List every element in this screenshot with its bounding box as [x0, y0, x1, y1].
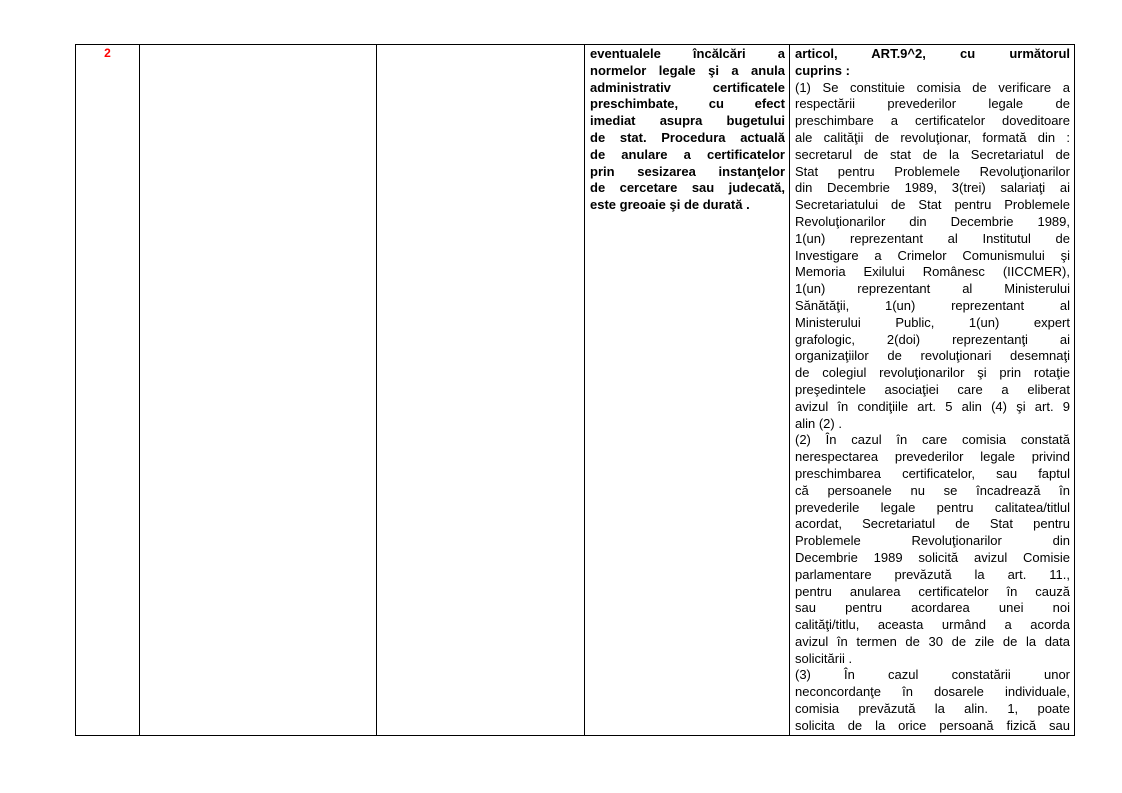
amendment-line: pentru anularea certificatelor în cauză	[795, 583, 1070, 599]
motivation-line: de cercetare sau judecată,	[590, 180, 785, 196]
motivation-line: de anulare a certificatelor	[590, 146, 785, 162]
table-row	[76, 45, 1075, 736]
amendment-line: 1(un) reprezentant al Institutul de	[795, 230, 1070, 246]
amendment-text	[790, 45, 1074, 735]
motivation-line: normelor legale şi a anula	[590, 62, 785, 78]
amendment-line: Stat pentru Problemele Revoluţionarilor	[795, 163, 1070, 179]
amendment-line: (2) În cazul în care comisia constată	[795, 432, 1070, 448]
amendment-line: parlamentare prevăzută la art. 11.,	[795, 566, 1070, 582]
amendment-line: Revoluţionarilor din Decembrie 1989,	[795, 213, 1070, 229]
motivation-line: imediat asupra bugetului	[590, 113, 785, 129]
amendment-line: preschimbarea certificatelor, sau faptul	[795, 465, 1070, 481]
motivation-line: prin sesizarea instanţelor	[590, 163, 785, 179]
amendment-line: de colegiul revoluţionarilor şi prin rotaţie	[795, 365, 1070, 381]
amendment-line: grafologic, 2(doi) reprezentanţi ai	[795, 331, 1070, 347]
empty-cell-2	[140, 45, 377, 736]
amendment-line: Investigare a Crimelor Comunismului şi	[795, 247, 1070, 263]
motivation-cell	[585, 45, 790, 736]
amendment-heading-line: cuprins :	[795, 62, 850, 78]
amendment-line: ale calităţii de revoluţionar, formată din :	[795, 129, 1070, 145]
amendment-line: 1(un) reprezentant al Ministerului	[795, 281, 1070, 297]
amendment-line: din Decembrie 1989, 3(trei) salariaţi ai	[795, 180, 1070, 196]
amendment-line: solicitării .	[795, 650, 853, 666]
row-number: 2	[104, 46, 111, 60]
amendment-line: solicita de la orice persoană fizică sau	[795, 717, 1070, 733]
amendment-line: Ministerului Public, 1(un) expert	[795, 314, 1070, 330]
amendment-line: (1) Se constituie comisia de verificare a	[795, 79, 1070, 95]
motivation-line: este greoaie şi de durată .	[590, 197, 750, 213]
document-table	[75, 44, 1075, 736]
amendment-line: avizul în condiţiile art. 5 alin (4) şi art. 9	[795, 398, 1070, 414]
motivation-text	[585, 45, 789, 214]
amendment-line: avizul în termen de 30 de zile de la data	[795, 633, 1070, 649]
motivation-line: preschimbate, cu efect	[590, 96, 785, 112]
amendment-line: acordat, Secretariatul de Stat pentru	[795, 516, 1070, 532]
motivation-line: administrativ certificatele	[590, 79, 785, 95]
amendment-line: calităţi/titlu, aceasta urmând a acorda	[795, 617, 1070, 633]
amendment-line: Problemele Revoluţionarilor din	[795, 533, 1070, 549]
amendment-line: sau pentru acordarea unei noi	[795, 600, 1070, 616]
amendment-line: neconcordanţe în dosarele individuale,	[795, 684, 1070, 700]
amendment-line: preşedintele asociaţiei care a eliberat	[795, 381, 1070, 397]
amendment-line: secretarul de stat de la Secretariatul de	[795, 146, 1070, 162]
empty-cell-3	[377, 45, 585, 736]
amendment-line: Secretariatului de Stat pentru Problemele	[795, 197, 1070, 213]
motivation-line: de stat. Procedura actuală	[590, 129, 785, 145]
amendment-line: (3) În cazul constatării unor	[795, 667, 1070, 683]
amendment-line: Decembrie 1989 solicită avizul Comisie	[795, 549, 1070, 565]
row-number-cell	[76, 45, 140, 736]
amendment-line: prevederile legale pentru calitatea/titlul	[795, 499, 1070, 515]
motivation-line: eventualele încălcări a	[590, 46, 785, 61]
amendment-line: Sănătăţii, 1(un) reprezentant al	[795, 297, 1070, 313]
amendment-line: respectării prevederilor legale de	[795, 96, 1070, 112]
amendment-line: nerespectarea prevederilor legale privind	[795, 449, 1070, 465]
amendment-heading-line: articol, ART.9^2, cu următorul	[795, 46, 1070, 61]
amendment-line: organizaţiilor de revoluţionari desemnaţi	[795, 348, 1070, 364]
amendment-line: comisia prevăzută la alin. 1, poate	[795, 701, 1070, 717]
amendment-line: alin (2) .	[795, 415, 842, 431]
amendment-line: preschimbare a certificatelor doveditoare	[795, 113, 1070, 129]
amendment-line: că persoanele nu se încadrează în	[795, 482, 1070, 498]
amendment-line: Memoria Exilului Românesc (IICCMER),	[795, 264, 1070, 280]
amendment-cell	[790, 45, 1075, 736]
